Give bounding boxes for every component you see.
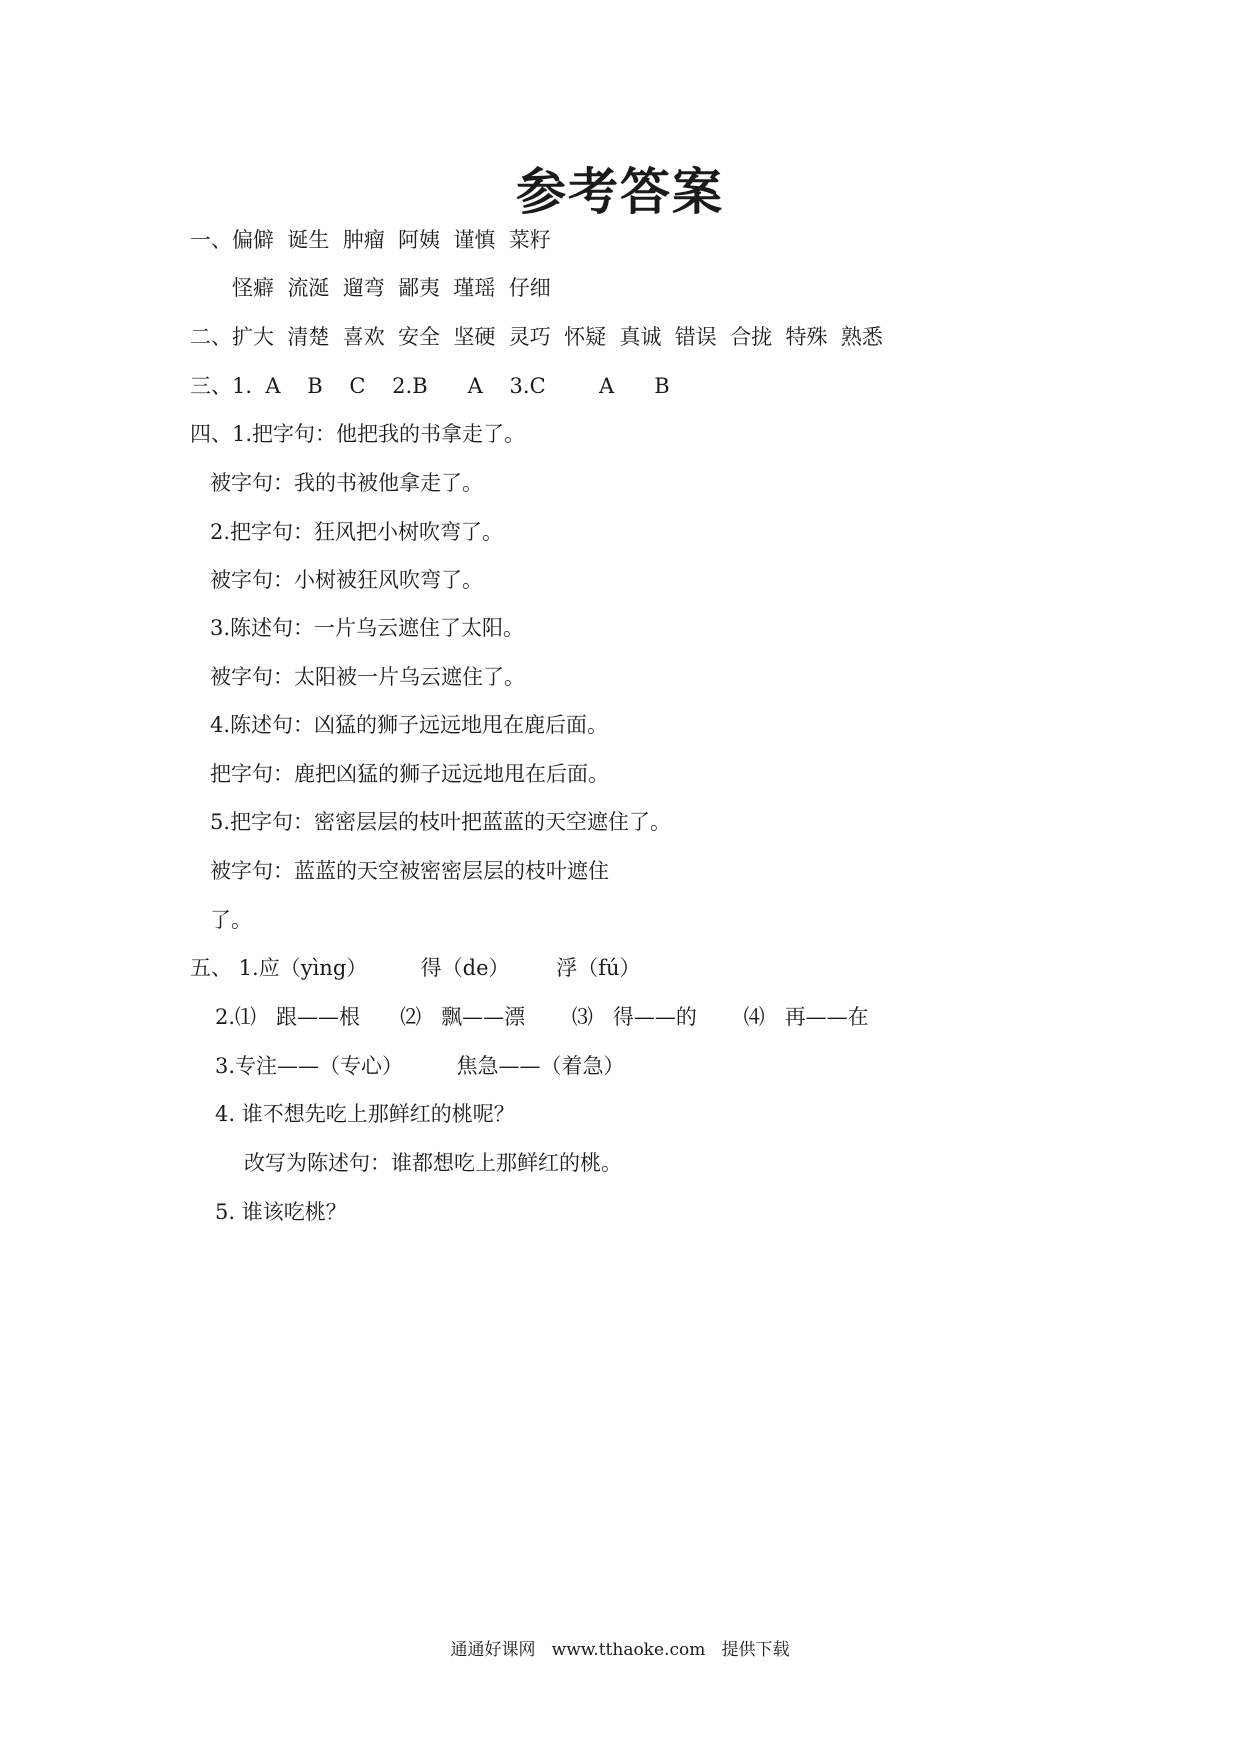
answer-line-4-1a: 四、1.把字句：他把我的书拿走了。 <box>190 422 526 446</box>
answer-line-3: 三、1. A B C 2.B A 3.C A B <box>190 374 670 398</box>
answer-line-5-4b: 改写为陈述句：谁都想吃上那鲜红的桃。 <box>244 1151 622 1175</box>
answer-line-4-4b: 把字句：鹿把凶猛的狮子远远地甩在后面。 <box>210 762 609 786</box>
answer-line-5-4a: 4. 谁不想先吃上那鲜红的桃呢？ <box>215 1102 515 1126</box>
answer-line-4-5a: 5.把字句：密密层层的枝叶把蓝蓝的天空遮住了。 <box>210 810 672 834</box>
answer-line-4-3a: 3.陈述句：一片乌云遮住了太阳。 <box>210 616 525 640</box>
answer-line-5-3: 3.专注——（专心） 焦急——（着急） <box>215 1054 625 1078</box>
answer-line-4-1b: 被字句：我的书被他拿走了。 <box>210 471 483 495</box>
answer-line-4-5c: 了。 <box>210 908 252 932</box>
answer-line-2: 二、扩大 清楚 喜欢 安全 坚硬 灵巧 怀疑 真诚 错误 合拢 特殊 熟悉 <box>190 325 883 349</box>
answer-line-4-4a: 4.陈述句：凶猛的狮子远远地甩在鹿后面。 <box>210 713 609 737</box>
footer-note: 通通好课网 www.tthaoke.com 提供下载 <box>450 1640 790 1660</box>
answer-line-4-2b: 被字句：小树被狂风吹弯了。 <box>210 568 483 592</box>
answer-line-1-1: 一、偏僻 诞生 肿瘤 阿姨 谨慎 菜籽 <box>190 228 551 252</box>
answer-line-5-1: 五、 1.应（yìng） 得（de） 浮（fú） <box>190 956 641 980</box>
answer-line-1-2: 怪癖 流涎 遛弯 鄙夷 瑾瑶 仔细 <box>232 276 551 300</box>
answer-line-5-5: 5. 谁该吃桃？ <box>215 1200 347 1224</box>
answer-line-4-3b: 被字句：太阳被一片乌云遮住了。 <box>210 665 525 689</box>
page-title: 参考答案 <box>516 163 724 221</box>
answer-line-4-2a: 2.把字句：狂风把小树吹弯了。 <box>210 520 504 544</box>
answer-line-5-2: 2.⑴ 跟——根 ⑵ 飘——漂 ⑶ 得——的 ⑷ 再——在 <box>215 1005 869 1029</box>
answer-line-4-5b: 被字句：蓝蓝的天空被密密层层的枝叶遮住 <box>210 859 609 883</box>
